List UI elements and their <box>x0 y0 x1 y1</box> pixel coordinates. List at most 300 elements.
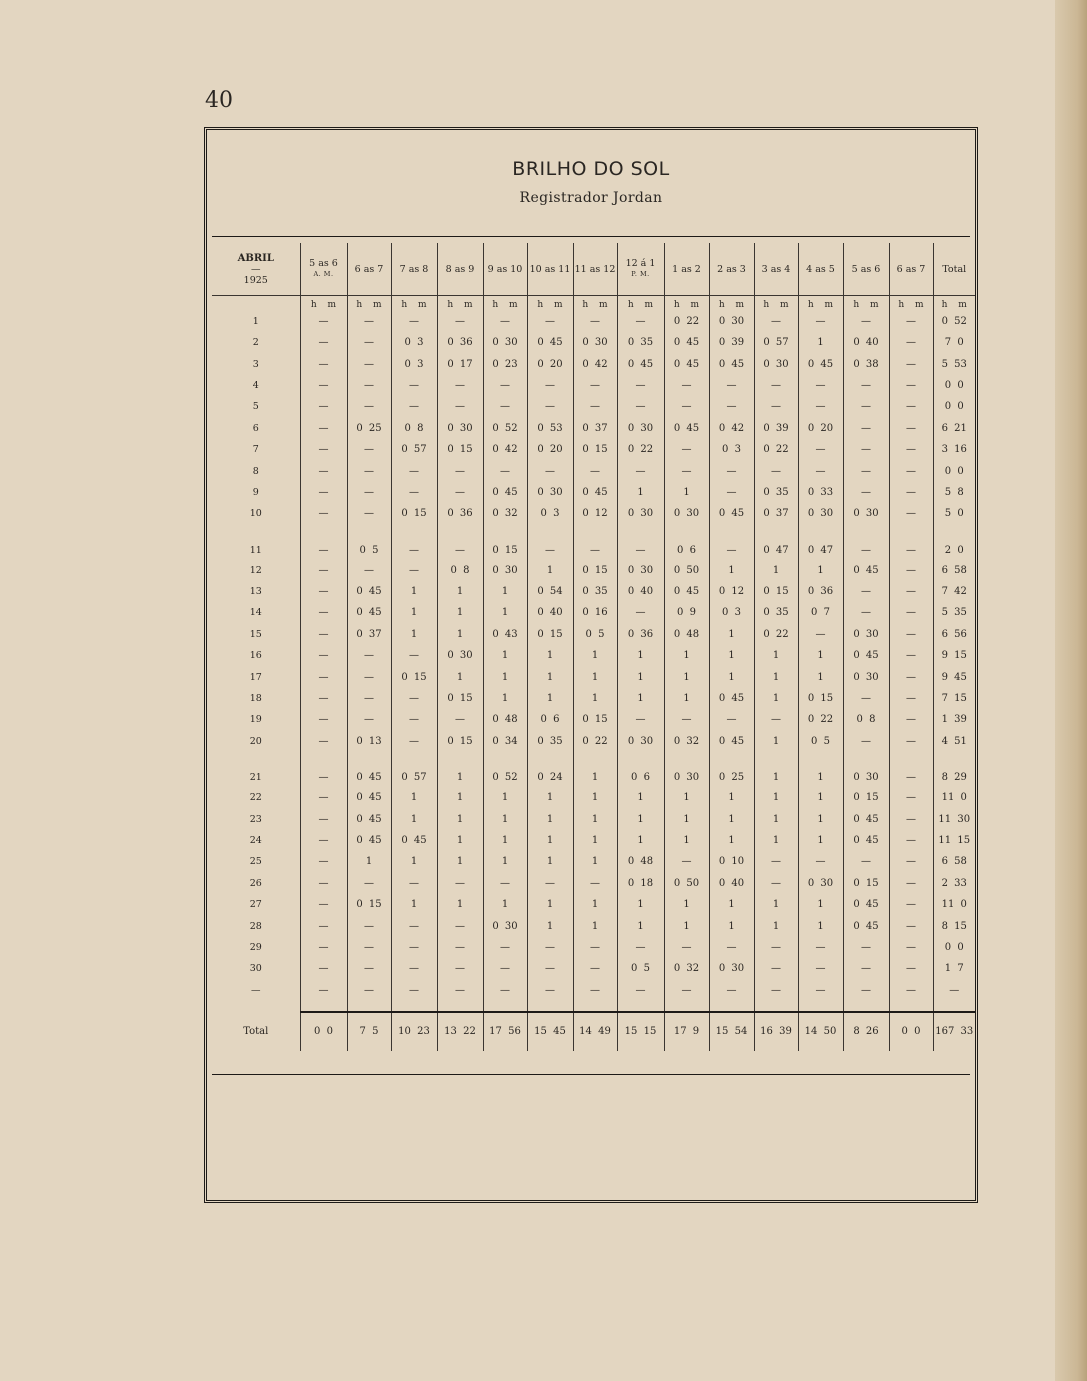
column-label: 12 á 1 <box>625 258 656 269</box>
value-cell: — <box>617 602 664 623</box>
value-cell: 0 52 <box>483 752 527 787</box>
value-cell: — <box>300 503 347 524</box>
units-cell: h m <box>664 296 709 310</box>
value-cell: — <box>843 731 889 752</box>
value-cell: 0 12 <box>709 581 754 602</box>
value-cell: 1 <box>617 915 664 936</box>
value-cell: 0 15 <box>527 624 573 645</box>
value-cell: 0 45 <box>709 503 754 524</box>
separator-cell <box>300 1001 347 1012</box>
value-cell: 2 33 <box>933 873 975 894</box>
table-row <box>212 460 975 481</box>
value-cell: — <box>889 418 933 439</box>
value-cell: — <box>300 396 347 417</box>
value-cell: — <box>347 375 391 396</box>
value-cell: 0 0 <box>933 375 975 396</box>
value-cell: — <box>889 560 933 581</box>
value-cell: — <box>754 709 798 730</box>
column-label: 5 as 6 <box>851 263 881 275</box>
day-cell: 12 <box>249 564 262 576</box>
value-cell: 0 53 <box>527 418 573 439</box>
value-cell: — <box>889 752 933 787</box>
value-cell: — <box>798 624 843 645</box>
table-row <box>212 353 975 374</box>
value-cell: 0 16 <box>573 602 617 623</box>
value-cell: 1 <box>798 915 843 936</box>
column-label: 11 as 12 <box>574 263 616 275</box>
value-cell: — <box>300 808 347 829</box>
value-cell: 1 <box>573 787 617 808</box>
value-cell: — <box>347 439 391 460</box>
units-cell: h m <box>617 296 664 310</box>
value-cell: — <box>573 310 617 332</box>
value-cell: — <box>391 980 437 1001</box>
value-cell: 1 <box>483 787 527 808</box>
value-cell: — <box>347 645 391 666</box>
value-cell: — <box>483 460 527 481</box>
table-row <box>212 688 975 709</box>
value-cell: — <box>889 851 933 872</box>
value-cell: — <box>617 980 664 1001</box>
value-cell: 0 30 <box>709 310 754 332</box>
value-cell: 0 45 <box>347 830 391 851</box>
value-cell: — <box>889 525 933 560</box>
separator-cell <box>664 1001 709 1012</box>
table-row <box>212 503 975 524</box>
day-cell: 17 <box>249 671 262 683</box>
value-cell: 1 <box>437 851 483 872</box>
value-cell: — <box>483 873 527 894</box>
value-cell: 1 <box>483 602 527 623</box>
day-cell: 24 <box>249 835 262 846</box>
value-cell: 0 45 <box>709 731 754 752</box>
header-rule <box>212 236 970 237</box>
year-label: 1925 <box>243 274 268 286</box>
day-cell: — <box>251 984 261 996</box>
value-cell: 1 <box>664 808 709 829</box>
total-cell: 167 33 <box>933 1012 975 1051</box>
day-cell: 4 <box>252 379 259 391</box>
value-cell: — <box>889 310 933 332</box>
value-cell: — <box>300 752 347 787</box>
value-cell: — <box>391 958 437 979</box>
value-cell: — <box>300 375 347 396</box>
total-cell: 14 50 <box>798 1012 843 1051</box>
value-cell: 0 0 <box>933 460 975 481</box>
value-cell: 0 45 <box>347 808 391 829</box>
units-cell: h m <box>300 296 347 310</box>
value-cell: 0 6 <box>664 525 709 560</box>
value-cell: — <box>437 980 483 1001</box>
value-cell: — <box>527 980 573 1001</box>
value-cell: 0 22 <box>798 709 843 730</box>
table-row <box>212 310 975 332</box>
value-cell: — <box>843 482 889 503</box>
value-cell: 1 <box>483 830 527 851</box>
month-header <box>212 243 300 296</box>
value-cell: 0 37 <box>573 418 617 439</box>
value-cell: 1 <box>391 851 437 872</box>
value-cell: — <box>347 666 391 687</box>
value-cell: 0 7 <box>798 602 843 623</box>
value-cell: — <box>573 525 617 560</box>
table-row <box>212 873 975 894</box>
table-row <box>212 525 975 560</box>
units-cell: h m <box>798 296 843 310</box>
value-cell: 1 <box>754 731 798 752</box>
value-cell: — <box>843 418 889 439</box>
value-cell: — <box>889 460 933 481</box>
value-cell: 1 <box>798 332 843 353</box>
value-cell: — <box>300 418 347 439</box>
units-row <box>212 296 975 310</box>
value-cell: — <box>843 602 889 623</box>
value-cell: 1 <box>617 482 664 503</box>
day-cell: 14 <box>249 607 262 619</box>
value-cell: — <box>889 482 933 503</box>
value-cell: 0 52 <box>933 310 975 332</box>
value-cell: 0 3 <box>527 503 573 524</box>
value-cell: — <box>300 873 347 894</box>
table-row <box>212 980 975 1001</box>
column-header <box>483 243 527 296</box>
value-cell: — <box>617 460 664 481</box>
value-cell: 1 <box>437 894 483 915</box>
value-cell: 5 0 <box>933 503 975 524</box>
day-cell: 6 <box>252 422 259 434</box>
value-cell: 1 <box>617 894 664 915</box>
value-cell: — <box>664 980 709 1001</box>
value-cell: — <box>754 396 798 417</box>
value-cell: 0 30 <box>483 560 527 581</box>
value-cell: — <box>391 688 437 709</box>
value-cell: 8 15 <box>933 915 975 936</box>
value-cell: 1 <box>483 808 527 829</box>
column-label: 6 as 7 <box>354 263 384 275</box>
value-cell: — <box>300 666 347 687</box>
value-cell: 1 39 <box>933 709 975 730</box>
footer-rule <box>212 1074 970 1075</box>
value-cell: 0 42 <box>483 439 527 460</box>
value-cell: — <box>300 980 347 1001</box>
value-cell: — <box>889 937 933 958</box>
value-cell: 0 35 <box>527 731 573 752</box>
value-cell: — <box>889 688 933 709</box>
total-separator <box>212 1001 975 1012</box>
value-cell: — <box>798 310 843 332</box>
value-cell: 0 6 <box>527 709 573 730</box>
value-cell: — <box>347 353 391 374</box>
value-cell: 0 25 <box>347 418 391 439</box>
value-cell: 1 <box>437 808 483 829</box>
value-cell: — <box>347 873 391 894</box>
units-cell: h m <box>933 296 975 310</box>
value-cell: 0 50 <box>664 560 709 581</box>
value-cell: — <box>391 375 437 396</box>
value-cell: — <box>889 808 933 829</box>
value-cell: — <box>347 560 391 581</box>
value-cell: 0 48 <box>483 709 527 730</box>
value-cell: 1 <box>617 808 664 829</box>
value-cell: 1 <box>617 666 664 687</box>
value-cell: 1 <box>573 830 617 851</box>
day-cell: 8 <box>252 465 259 477</box>
value-cell: 1 <box>798 645 843 666</box>
value-cell: 0 15 <box>437 439 483 460</box>
value-cell: 0 12 <box>573 503 617 524</box>
value-cell: 1 <box>754 808 798 829</box>
units-cell: h m <box>709 296 754 310</box>
value-cell: — <box>300 482 347 503</box>
value-cell: 0 45 <box>843 645 889 666</box>
value-cell: 1 <box>798 830 843 851</box>
column-header <box>664 243 709 296</box>
value-cell: — <box>889 396 933 417</box>
value-cell: — <box>391 873 437 894</box>
day-cell: 25 <box>249 856 262 868</box>
separator-cell <box>754 1001 798 1012</box>
value-cell: 1 <box>391 581 437 602</box>
value-cell: 0 30 <box>754 353 798 374</box>
value-cell: 1 <box>709 787 754 808</box>
value-cell: 0 30 <box>843 624 889 645</box>
value-cell: 0 9 <box>664 602 709 623</box>
value-cell: 0 24 <box>527 752 573 787</box>
table-row <box>212 709 975 730</box>
value-cell: — <box>391 310 437 332</box>
value-cell: — <box>437 375 483 396</box>
value-cell: 0 45 <box>527 332 573 353</box>
value-cell: 9 45 <box>933 666 975 687</box>
separator-cell <box>212 1001 300 1012</box>
value-cell: — <box>798 851 843 872</box>
value-cell: — <box>300 787 347 808</box>
value-cell: — <box>754 460 798 481</box>
value-cell: 0 15 <box>437 688 483 709</box>
value-cell: 0 47 <box>798 525 843 560</box>
value-cell: 1 <box>391 602 437 623</box>
value-cell: 0 32 <box>664 731 709 752</box>
value-cell: 0 57 <box>391 439 437 460</box>
value-cell: 0 45 <box>664 581 709 602</box>
value-cell: — <box>798 396 843 417</box>
value-cell: 0 57 <box>754 332 798 353</box>
value-cell: — <box>391 525 437 560</box>
value-cell: 0 22 <box>754 624 798 645</box>
value-cell: — <box>889 666 933 687</box>
value-cell: 1 <box>709 666 754 687</box>
value-cell: — <box>347 332 391 353</box>
value-cell: 0 20 <box>527 353 573 374</box>
separator-cell <box>843 1001 889 1012</box>
value-cell: 0 33 <box>798 482 843 503</box>
value-cell: 0 40 <box>709 873 754 894</box>
value-cell: — <box>617 709 664 730</box>
value-cell: — <box>798 958 843 979</box>
value-cell: — <box>573 375 617 396</box>
value-cell: — <box>573 937 617 958</box>
value-cell: — <box>798 375 843 396</box>
value-cell: — <box>889 581 933 602</box>
value-cell: — <box>300 937 347 958</box>
value-cell: 0 10 <box>709 851 754 872</box>
total-cell: 10 23 <box>391 1012 437 1051</box>
total-cell: 17 9 <box>664 1012 709 1051</box>
day-cell: 22 <box>249 792 262 804</box>
value-cell: 0 34 <box>483 731 527 752</box>
table-row <box>212 830 975 851</box>
table-row <box>212 851 975 872</box>
value-cell: — <box>798 937 843 958</box>
value-cell: 0 30 <box>843 666 889 687</box>
value-cell: 1 <box>391 624 437 645</box>
total-label: Total <box>243 1025 269 1037</box>
value-cell: — <box>889 503 933 524</box>
value-cell: 1 <box>573 851 617 872</box>
value-cell: 1 <box>617 787 664 808</box>
value-cell: — <box>437 310 483 332</box>
value-cell: — <box>889 830 933 851</box>
value-cell: 0 45 <box>709 353 754 374</box>
value-cell: 0 15 <box>391 666 437 687</box>
total-cell: 0 0 <box>889 1012 933 1051</box>
day-cell: 7 <box>252 444 259 456</box>
value-cell: — <box>437 709 483 730</box>
separator-cell <box>527 1001 573 1012</box>
value-cell: 1 <box>709 808 754 829</box>
value-cell: 0 5 <box>617 958 664 979</box>
value-cell: — <box>527 375 573 396</box>
value-cell: 1 <box>573 688 617 709</box>
column-header <box>709 243 754 296</box>
value-cell: 0 45 <box>664 332 709 353</box>
value-cell: 1 <box>798 894 843 915</box>
value-cell: — <box>437 937 483 958</box>
value-cell: — <box>798 460 843 481</box>
value-cell: 1 <box>573 645 617 666</box>
value-cell: 0 5 <box>798 731 843 752</box>
value-cell: — <box>889 787 933 808</box>
table-row <box>212 787 975 808</box>
value-cell: 0 15 <box>843 787 889 808</box>
value-cell: 0 48 <box>617 851 664 872</box>
value-cell: — <box>709 709 754 730</box>
units-cell: h m <box>754 296 798 310</box>
value-cell: — <box>300 709 347 730</box>
value-cell: — <box>889 894 933 915</box>
value-cell: — <box>573 460 617 481</box>
value-cell: — <box>300 581 347 602</box>
value-cell: — <box>527 937 573 958</box>
value-cell: 0 0 <box>933 396 975 417</box>
column-sublabel: A. M. <box>313 270 334 278</box>
value-cell: 0 30 <box>617 503 664 524</box>
value-cell: — <box>617 396 664 417</box>
value-cell: 1 <box>798 560 843 581</box>
value-cell: 1 <box>573 752 617 787</box>
value-cell: — <box>300 958 347 979</box>
value-cell: 0 5 <box>573 624 617 645</box>
value-cell: — <box>300 310 347 332</box>
day-cell: 27 <box>249 899 262 911</box>
table-row <box>212 602 975 623</box>
value-cell: 0 40 <box>527 602 573 623</box>
value-cell: 7 42 <box>933 581 975 602</box>
value-cell: — <box>664 396 709 417</box>
value-cell: 0 30 <box>573 332 617 353</box>
value-cell: — <box>889 915 933 936</box>
value-cell: — <box>300 830 347 851</box>
column-header <box>391 243 437 296</box>
column-header <box>754 243 798 296</box>
value-cell: — <box>843 375 889 396</box>
value-cell: 0 37 <box>754 503 798 524</box>
value-cell: 1 <box>754 666 798 687</box>
value-cell: — <box>617 937 664 958</box>
total-cell: 13 22 <box>437 1012 483 1051</box>
value-cell: 0 17 <box>437 353 483 374</box>
value-cell: 1 <box>527 830 573 851</box>
total-cell: 16 39 <box>754 1012 798 1051</box>
value-cell: 1 <box>391 894 437 915</box>
value-cell: 0 47 <box>754 525 798 560</box>
value-cell: 1 <box>527 688 573 709</box>
value-cell: 0 32 <box>483 503 527 524</box>
value-cell: — <box>573 873 617 894</box>
separator-cell <box>483 1001 527 1012</box>
value-cell: 1 <box>527 894 573 915</box>
value-cell: 0 43 <box>483 624 527 645</box>
value-cell: 0 15 <box>347 894 391 915</box>
value-cell: — <box>347 460 391 481</box>
value-cell: — <box>300 602 347 623</box>
value-cell: 0 50 <box>664 873 709 894</box>
column-header <box>843 243 889 296</box>
column-label: 1 as 2 <box>672 263 701 275</box>
value-cell: 5 53 <box>933 353 975 374</box>
units-spacer <box>212 296 300 310</box>
day-cell: 28 <box>249 920 262 932</box>
value-cell: 0 20 <box>527 439 573 460</box>
value-cell: 1 <box>798 787 843 808</box>
value-cell: 0 45 <box>483 482 527 503</box>
value-cell: — <box>754 310 798 332</box>
value-cell: 1 <box>391 787 437 808</box>
value-cell: 0 36 <box>798 581 843 602</box>
value-cell: 0 30 <box>617 731 664 752</box>
table-row <box>212 731 975 752</box>
value-cell: 0 30 <box>798 503 843 524</box>
value-cell: 0 35 <box>754 602 798 623</box>
total-cell: 7 5 <box>347 1012 391 1051</box>
table-row <box>212 581 975 602</box>
value-cell: — <box>843 937 889 958</box>
value-cell: 0 8 <box>843 709 889 730</box>
value-cell: 0 23 <box>483 353 527 374</box>
page-edge <box>1055 0 1087 1381</box>
value-cell: 1 <box>483 666 527 687</box>
value-cell: — <box>889 332 933 353</box>
value-cell: — <box>347 915 391 936</box>
value-cell: 0 45 <box>709 688 754 709</box>
value-cell: 4 51 <box>933 731 975 752</box>
value-cell: 0 45 <box>347 581 391 602</box>
total-cell: 15 15 <box>617 1012 664 1051</box>
value-cell: 0 13 <box>347 731 391 752</box>
value-cell: 0 15 <box>754 581 798 602</box>
value-cell: — <box>527 396 573 417</box>
value-cell: 0 30 <box>843 752 889 787</box>
